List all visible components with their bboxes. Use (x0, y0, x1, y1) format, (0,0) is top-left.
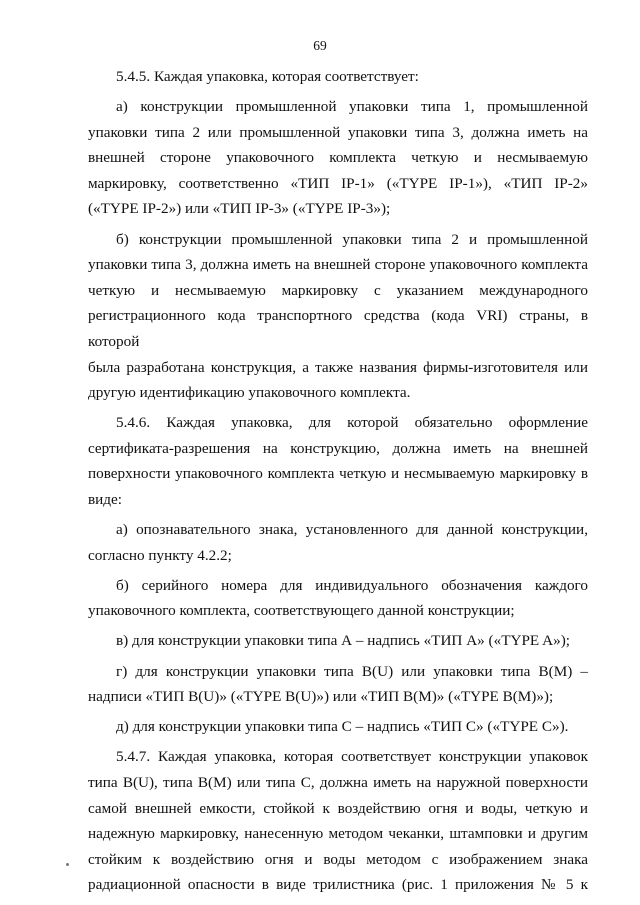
text-line: радиационной опасности в виде трилистника (рис. 1 приложения № 5 к (88, 876, 588, 894)
paragraph-5-4-5-a (88, 94, 588, 222)
paragraph-5-4-5-b (88, 227, 588, 406)
page-number: 69 (313, 38, 327, 53)
text-line: самой внешней емкости, стойкой к воздействию огня и воды, четкую и (88, 799, 588, 817)
text-line: маркировку, соответственно «ТИП IP-1» («TYPE IP-1»), «ТИП IP-2» (88, 174, 588, 192)
text-line: упаковки типа 2 или промышленной упаковки типа 3, должна иметь на (88, 123, 588, 141)
paragraph-5-4-7 (88, 744, 588, 898)
text-line: б) серийного номера для индивидуального обозначения каждого (116, 576, 588, 594)
text-line: была разработана конструкция, а также названия фирмы-изготовителя или (88, 358, 588, 376)
text-line: а) опознавательного знака, установленного для данной конструкции, (116, 521, 588, 539)
text-line: четкую и несмываемую маркировку с указанием международного (88, 281, 588, 299)
text-line: другую идентификацию упаковочного комплекта. (88, 384, 411, 402)
text-line: («TYPE IP-2») или «ТИП IP-3» («TYPE IP-3»); (88, 200, 391, 218)
text-line: д) для конструкции упаковки типа С – надпись «ТИП С» («TYPE C»). (116, 718, 569, 736)
text-line: внешней стороне упаковочного комплекта четкую и несмываемую (88, 149, 588, 167)
text-line: сертификата-разрешения на конструкцию, должна иметь на внешней (88, 439, 588, 457)
text-line: упаковочного комплекта, соответствующего данной конструкции; (88, 602, 515, 620)
text-line: согласно пункту 4.2.2; (88, 546, 232, 564)
text-line: г) для конструкции упаковки типа B(U) или упаковки типа B(M) – (116, 662, 588, 680)
text-line: надписи «ТИП B(U)» («TYPE B(U)») или «ТИП B(M)» («TYPE B(M)»); (88, 688, 554, 706)
paragraph-5-4-6-a (88, 517, 588, 568)
scan-mark (66, 863, 69, 866)
text-line: а) конструкции промышленной упаковки типа 1, промышленной (116, 98, 588, 116)
document-body (88, 64, 588, 898)
paragraph-5-4-5 (88, 64, 588, 90)
text-line: типа B(U), типа B(M) или типа С, должна иметь на наружной поверхности (88, 773, 588, 791)
text-line: 5.4.7. Каждая упаковка, которая соответствует конструкции упаковок (116, 748, 588, 766)
text-line: поверхности упаковочного комплекта четкую и несмываемую маркировку в (88, 465, 588, 483)
text-line: в) для конструкции упаковки типа А – надпись «ТИП А» («TYPE A»); (116, 632, 570, 650)
text-line: упаковки типа 3, должна иметь на внешней стороне упаковочного комплекта (88, 256, 588, 274)
text-line: регистрационного кода транспортного средства (кода VRI) страны, в которой (88, 307, 588, 350)
text-line: стойким к воздействию огня и воды методом с изображением знака (88, 850, 588, 868)
paragraph-5-4-6-g (88, 659, 588, 710)
paragraph-5-4-6-b (88, 573, 588, 624)
text-line: виде: (88, 491, 122, 508)
paragraph-5-4-6-d (88, 714, 588, 740)
text-line: б) конструкции промышленной упаковки типа 2 и промышленной (116, 230, 588, 248)
paragraph-5-4-6-v (88, 628, 588, 654)
paragraph-5-4-6 (88, 410, 588, 512)
text-line: 5.4.6. Каждая упаковка, для которой обязательно оформление (116, 414, 588, 432)
text-line: надежную маркировку, нанесенную методом чеканки, штамповки и другим (88, 825, 588, 843)
text-line: 5.4.5. Каждая упаковка, которая соответствует: (116, 68, 419, 85)
